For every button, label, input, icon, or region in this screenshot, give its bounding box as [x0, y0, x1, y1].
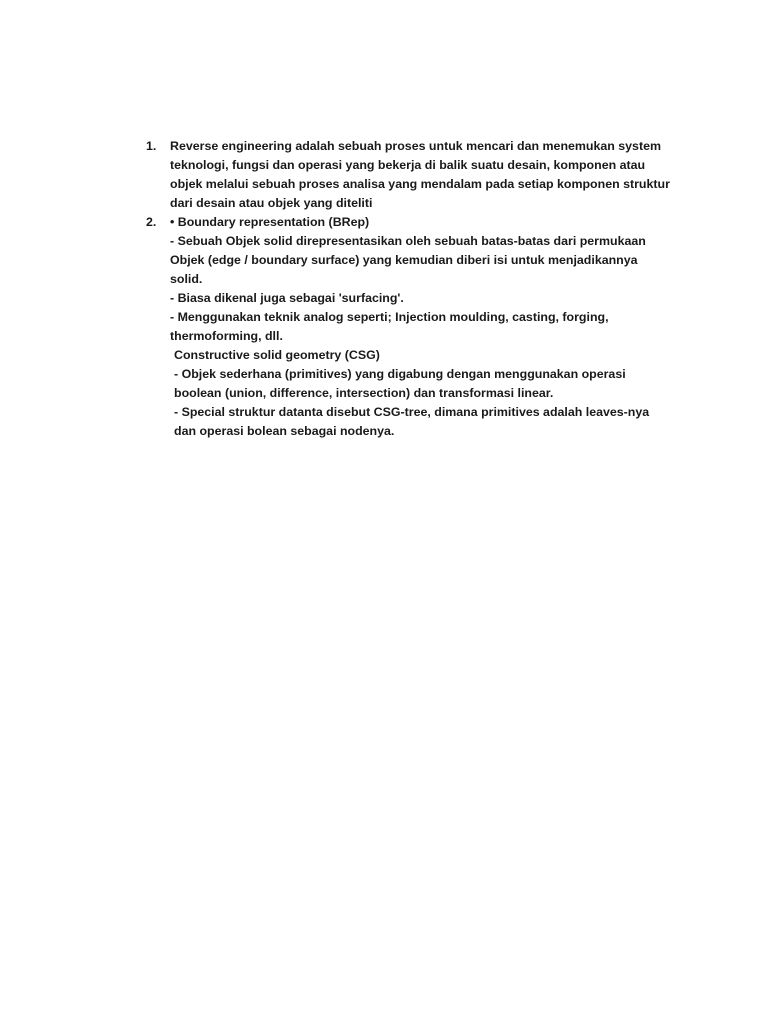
csg-line-3: - Special struktur datanta disebut CSG-tree, dimana primitives adalah leaves-nya — [174, 405, 650, 419]
csg-line-4: dan operasi bolean sebagai nodenya. — [174, 424, 395, 438]
item1-line-2: teknologi, fungsi dan operasi yang bekerja di balik suatu desain, komponen atau — [170, 158, 646, 172]
document-content — [146, 137, 670, 441]
brep-line-4: - Biasa dikenal juga sebagai 'surfacing'. — [170, 291, 404, 305]
brep-line-2: Objek (edge / boundary surface) yang kemudian diberi isi untuk menjadikannya — [170, 253, 638, 267]
brep-line-3: solid. — [170, 272, 203, 286]
csg-line-1: - Objek sederhana (primitives) yang digabung dengan menggunakan operasi — [174, 367, 626, 381]
brep-line-1: - Sebuah Objek solid direpresentasikan oleh sebuah batas-batas dari permukaan — [170, 234, 646, 248]
list-number-2: 2. — [146, 215, 157, 229]
item1-line-3: objek melalui sebuah proses analisa yang mendalam pada setiap komponen struktur — [170, 177, 670, 191]
list-item-1 — [146, 137, 670, 213]
list-item-2 — [146, 213, 666, 441]
csg-heading: Constructive solid geometry (CSG) — [174, 348, 380, 362]
brep-line-5: - Menggunakan teknik analog seperti; Injection moulding, casting, forging, — [170, 310, 609, 324]
brep-line-6: thermoforming, dll. — [170, 329, 283, 343]
list-number-1: 1. — [146, 139, 157, 153]
csg-line-2: boolean (union, difference, intersection) dan transformasi linear. — [174, 386, 554, 400]
item1-line-1: Reverse engineering adalah sebuah proses untuk mencari dan menemukan system — [170, 139, 661, 153]
item1-line-4: dari desain atau objek yang diteliti — [170, 196, 373, 210]
brep-heading: • Boundary representation (BRep) — [170, 215, 370, 229]
